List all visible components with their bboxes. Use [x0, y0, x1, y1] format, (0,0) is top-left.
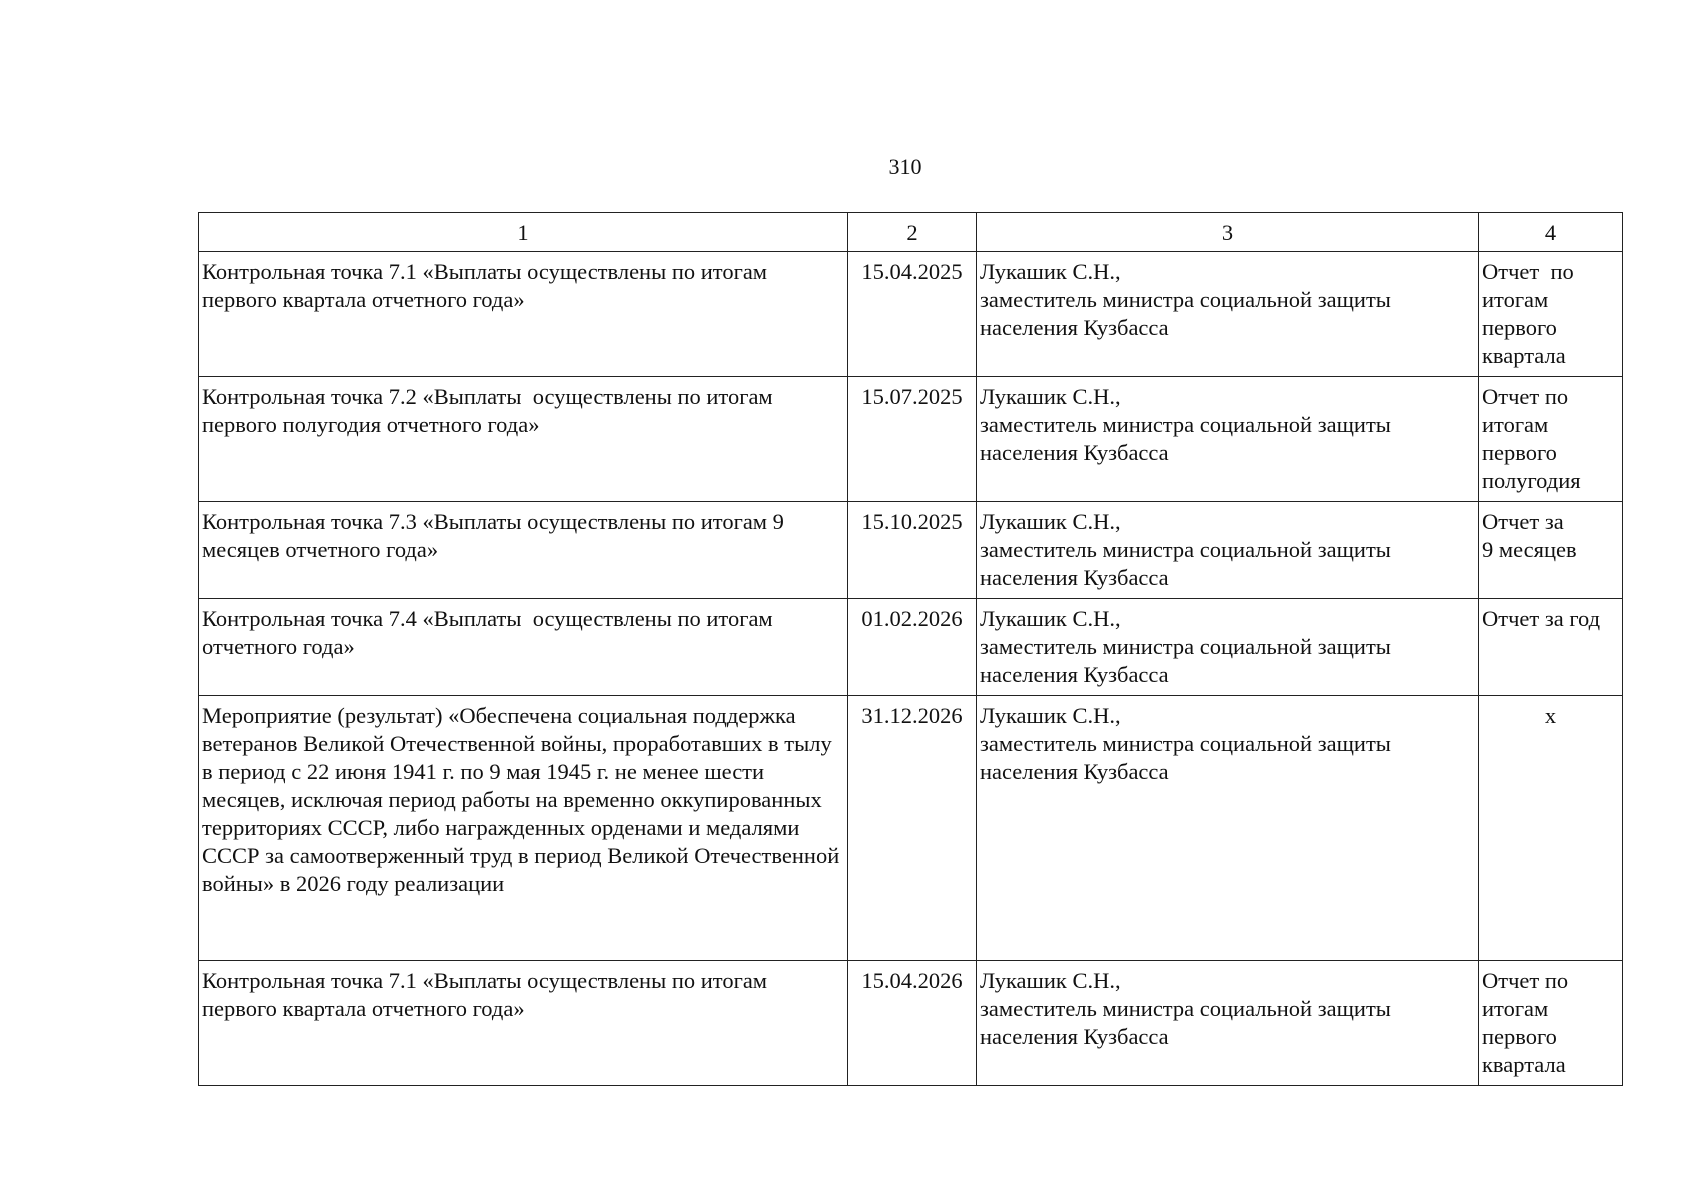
responsible-position: заместитель министра социальной защиты: [980, 412, 1391, 437]
table-header-row: [199, 213, 1623, 252]
event-cell: Контрольная точка 7.3 «Выплаты осуществлены по итогам 9 месяцев отчетного года»: [199, 502, 848, 599]
responsible-cell: [977, 961, 1479, 1086]
document-text: итогам: [1482, 996, 1549, 1021]
responsible-position: заместитель министра социальной защиты: [980, 731, 1391, 756]
document-text: квартала: [1482, 343, 1566, 368]
column-header-1: 1: [199, 213, 848, 252]
responsible-position: населения Кузбасса: [980, 1024, 1169, 1049]
document-text: Отчет по: [1482, 968, 1569, 993]
responsible-position: населения Кузбасса: [980, 759, 1169, 784]
responsible-name: Лукашик С.Н.,: [980, 606, 1121, 631]
event-cell: Контрольная точка 7.2 «Выплаты осуществлены по итогам первого полугодия отчетного года»: [199, 377, 848, 502]
document-cell: [1479, 377, 1623, 502]
document-cell: [1479, 961, 1623, 1086]
document-cell: [1479, 502, 1623, 599]
responsible-position: населения Кузбасса: [980, 315, 1169, 340]
date-cell: 15.07.2025: [848, 377, 977, 502]
responsible-cell: [977, 696, 1479, 961]
responsible-position: населения Кузбасса: [980, 440, 1169, 465]
document-text: х: [1544, 703, 1557, 728]
event-cell: Контрольная точка 7.1 «Выплаты осуществлены по итогам первого квартала отчетного года»: [199, 252, 848, 377]
event-cell: Мероприятие (результат) «Обеспечена социальная поддержка ветеранов Великой Отечественной войны, проработавших в тылу в период с 22 июня 1941 г. по 9 мая 1945 г. не менее шести месяцев, исключая период работы на временно оккупированных территориях СССР, либо награжденных орденами и медалями СССР за самоотверженный труд в период Великой Отечественной войны» в 2026 году реализации: [199, 696, 848, 961]
date-cell: 15.10.2025: [848, 502, 977, 599]
responsible-position: населения Кузбасса: [980, 565, 1169, 590]
document-text: Отчет за: [1482, 509, 1564, 534]
date-cell: 01.02.2026: [848, 599, 977, 696]
document-cell: [1479, 252, 1623, 377]
document-text: Отчет по: [1482, 259, 1574, 284]
table-row: [199, 252, 1623, 377]
document-text: Отчет по: [1482, 384, 1569, 409]
column-header-4: 4: [1479, 213, 1623, 252]
table-row: [199, 502, 1623, 599]
responsible-name: Лукашик С.Н.,: [980, 384, 1121, 409]
table-row: [199, 696, 1623, 961]
column-header-2: 2: [848, 213, 977, 252]
responsible-name: Лукашик С.Н.,: [980, 703, 1121, 728]
document-text: первого: [1482, 315, 1557, 340]
responsible-position: заместитель министра социальной защиты: [980, 634, 1391, 659]
page-number: 310: [888, 154, 922, 179]
responsible-cell: [977, 502, 1479, 599]
document-text: первого: [1482, 1024, 1557, 1049]
date-cell: 15.04.2026: [848, 961, 977, 1086]
responsible-position: заместитель министра социальной защиты: [980, 996, 1391, 1021]
date-cell: 31.12.2026: [848, 696, 977, 961]
responsible-cell: [977, 252, 1479, 377]
document-text: Отчет за год: [1482, 606, 1601, 631]
document-text: итогам: [1482, 412, 1549, 437]
responsible-position: заместитель министра социальной защиты: [980, 537, 1391, 562]
responsible-name: Лукашик С.Н.,: [980, 509, 1121, 534]
responsible-position: населения Кузбасса: [980, 662, 1169, 687]
table-row: [199, 599, 1623, 696]
document-text: первого: [1482, 440, 1557, 465]
table-row: [199, 961, 1623, 1086]
event-cell: Контрольная точка 7.4 «Выплаты осуществлены по итогам отчетного года»: [199, 599, 848, 696]
plan-table: [198, 212, 1623, 1086]
column-header-3: 3: [977, 213, 1479, 252]
responsible-cell: [977, 377, 1479, 502]
responsible-position: заместитель министра социальной защиты: [980, 287, 1391, 312]
responsible-cell: [977, 599, 1479, 696]
document-text: итогам: [1482, 287, 1549, 312]
responsible-name: Лукашик С.Н.,: [980, 259, 1121, 284]
event-cell: Контрольная точка 7.1 «Выплаты осуществлены по итогам первого квартала отчетного года»: [199, 961, 848, 1086]
responsible-name: Лукашик С.Н.,: [980, 968, 1121, 993]
table-row: [199, 377, 1623, 502]
document-text: 9 месяцев: [1482, 537, 1577, 562]
document-cell: [1479, 599, 1623, 696]
document-text: полугодия: [1482, 468, 1581, 493]
document-cell: [1479, 696, 1623, 961]
date-cell: 15.04.2025: [848, 252, 977, 377]
document-text: квартала: [1482, 1052, 1566, 1077]
